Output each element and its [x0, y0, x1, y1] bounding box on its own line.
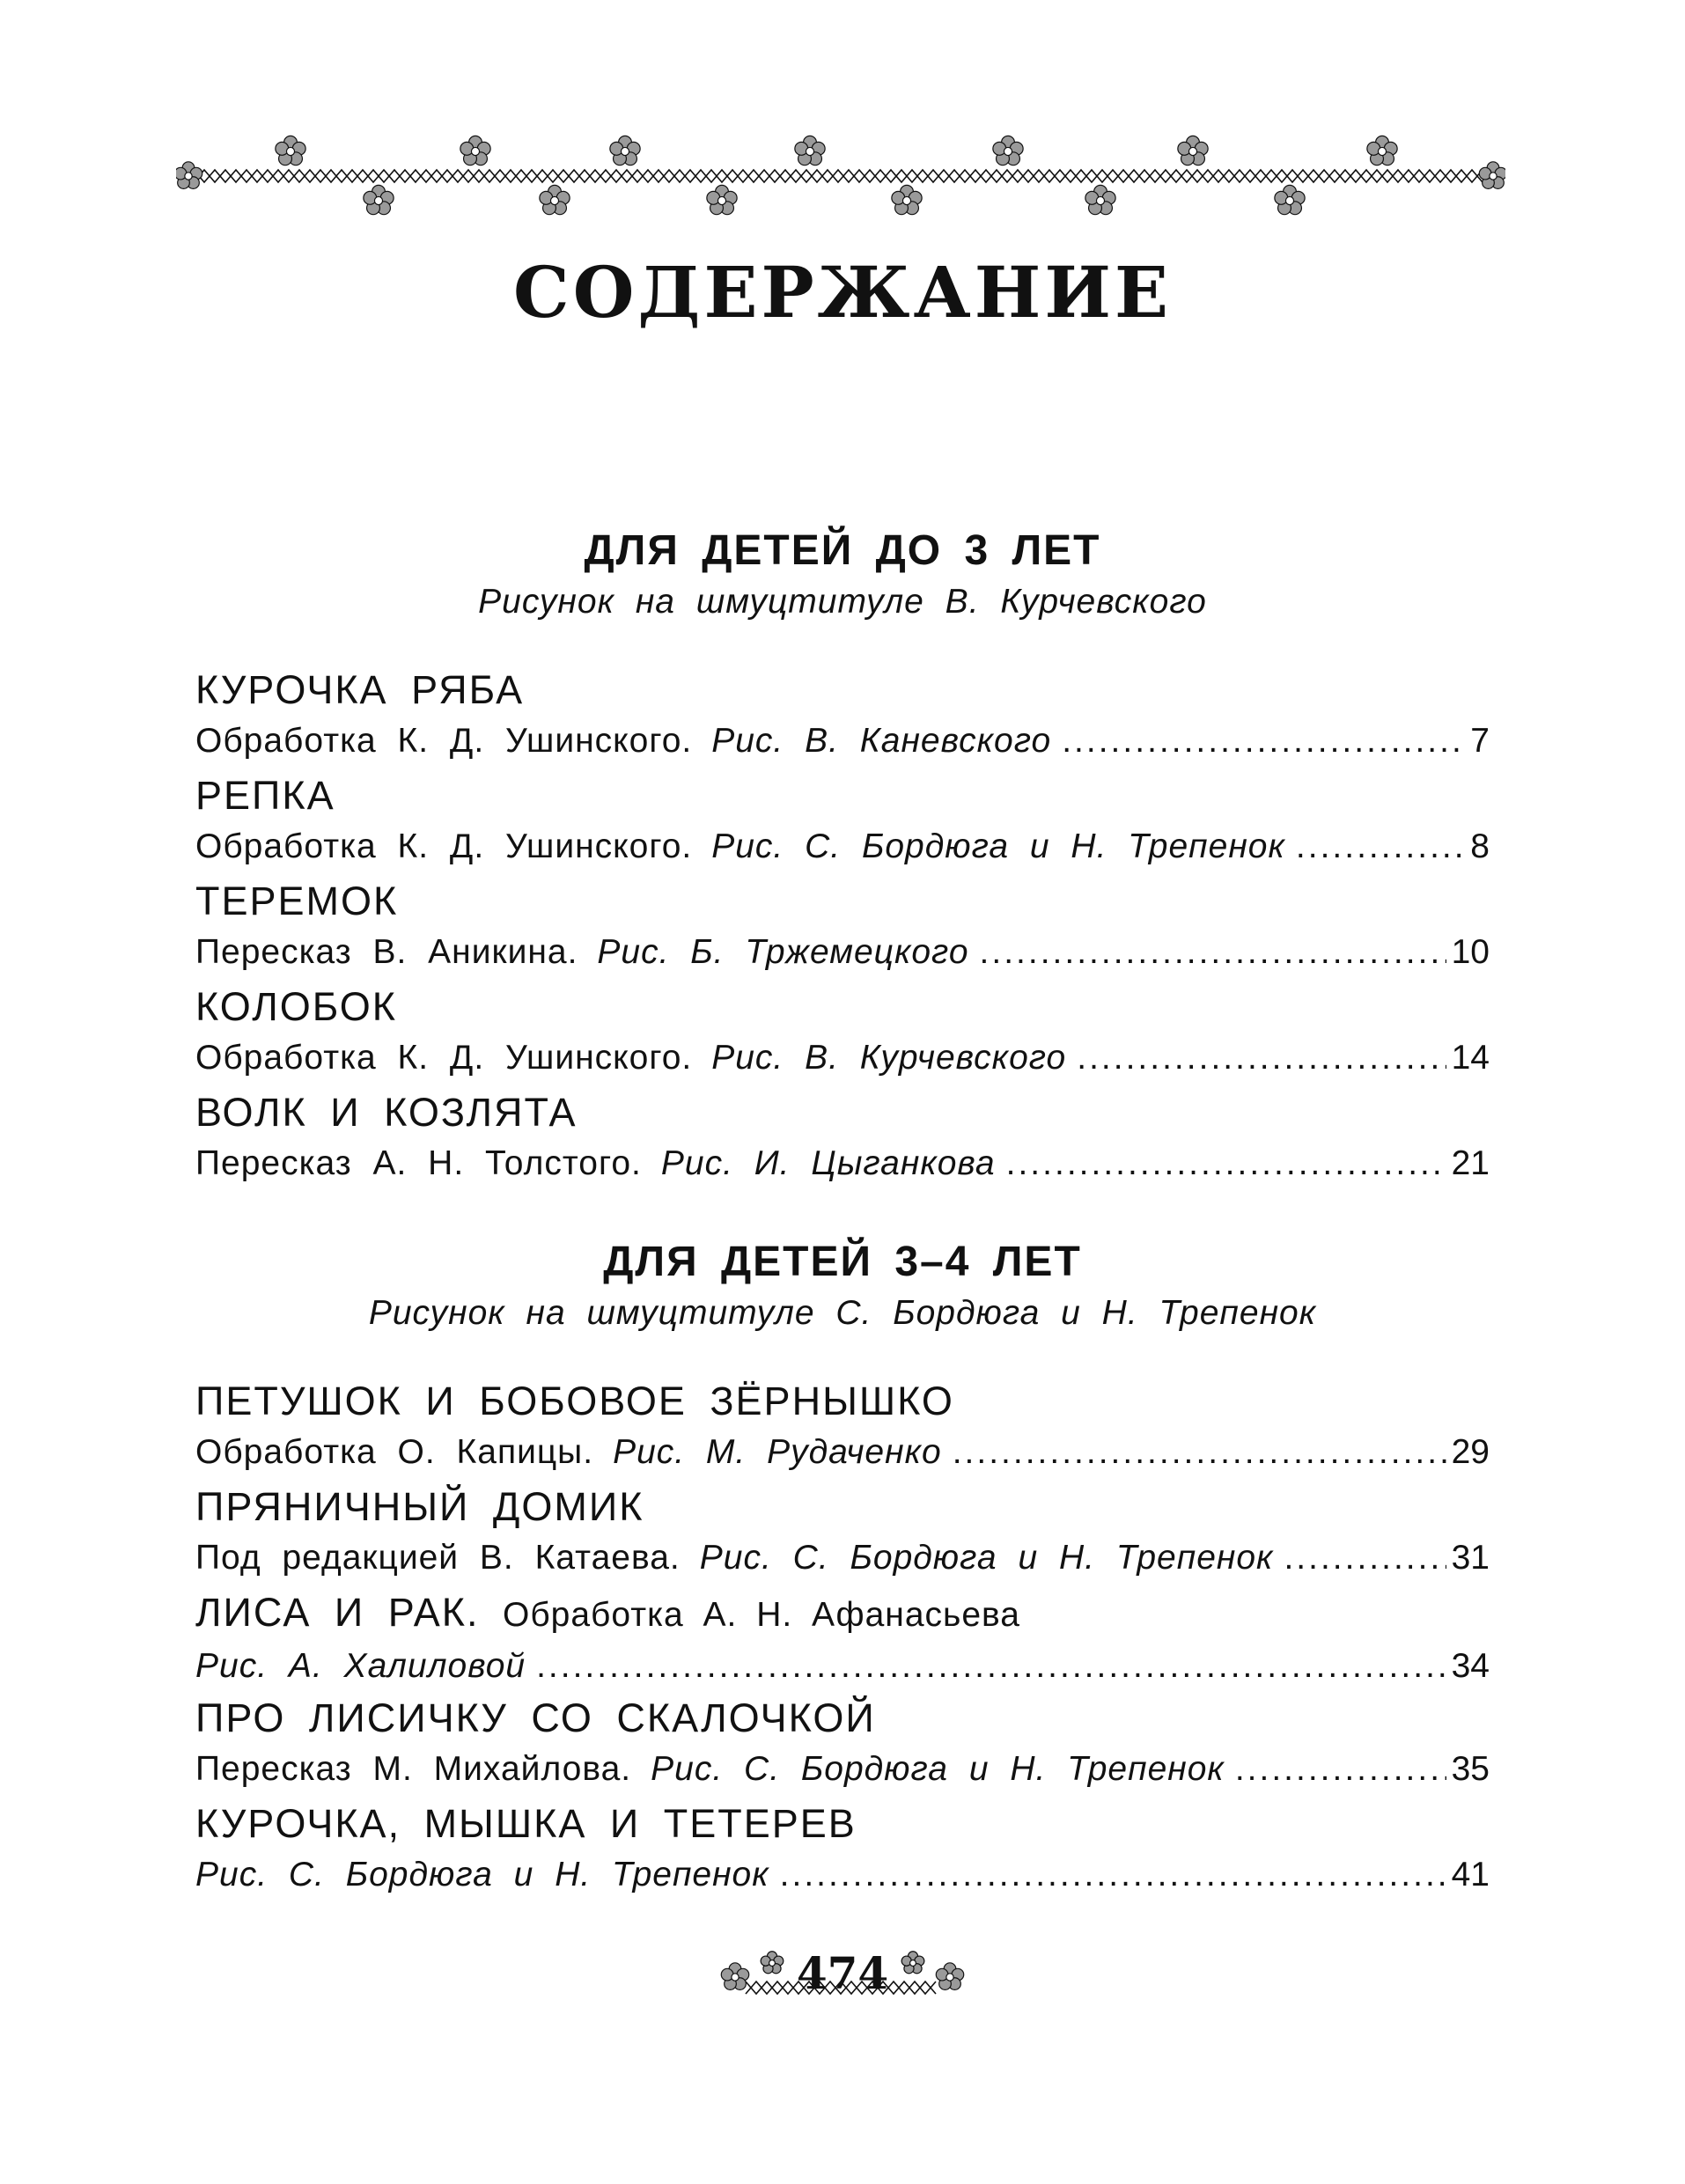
toc-entry[interactable]: [195, 1799, 1490, 1901]
entry-page-number: 41: [1451, 1856, 1490, 1894]
toc-entry[interactable]: [195, 771, 1490, 873]
flower-icon: [176, 162, 202, 189]
toc-entry[interactable]: [195, 877, 1490, 979]
entry-title: РЕПКА: [195, 773, 335, 818]
entry-page-number: 21: [1451, 1144, 1490, 1182]
entry-illustrator: Рис. В. Курчевского: [711, 1039, 1067, 1077]
chain-line: [194, 170, 1483, 182]
entry-line: [195, 1849, 1490, 1901]
entry-credit: Пересказ М. Михайлова.: [195, 1750, 632, 1788]
entry-line: [195, 1743, 1490, 1796]
section-subtitle: Рисунок на шмуцтитуле В. Курчевского: [478, 583, 1207, 621]
toc-entry[interactable]: [195, 665, 1490, 768]
entry-page-number: 34: [1451, 1647, 1490, 1685]
entry-credit: Пересказ А. Н. Толстого.: [195, 1144, 642, 1182]
toc-entry[interactable]: [195, 982, 1490, 1085]
entry-title: КУРОЧКА РЯБА: [195, 667, 525, 712]
dot-leader: [980, 926, 1446, 979]
entry-page-number: 29: [1451, 1433, 1490, 1471]
entry-credit: Обработка К. Д. Ушинского.: [195, 722, 693, 760]
entry-illustrator: Рис. С. Бордюга и Н. Трепенок: [195, 1856, 769, 1894]
entry-line: [195, 820, 1490, 873]
entry-title: ПРО ЛИСИЧКУ СО СКАЛОЧКОЙ: [195, 1695, 876, 1740]
entry-title: ПРЯНИЧНЫЙ ДОМИК: [195, 1484, 644, 1529]
flower-icon: [993, 136, 1023, 165]
entry-illustrator: Рис. С. Бордюга и Н. Трепенок: [711, 827, 1285, 865]
flower-icon: [364, 185, 394, 214]
section-title: ДЛЯ ДЕТЕЙ ДО 3 ЛЕТ: [584, 527, 1101, 574]
entry-illustrator: Рис. С. Бордюга и Н. Трепенок: [651, 1750, 1225, 1788]
page-title: СОДЕРЖАНИЕ: [513, 251, 1172, 334]
entry-title-note: Обработка А. Н. Афанасьева: [503, 1596, 1020, 1634]
dot-leader: [953, 1426, 1446, 1479]
dot-leader: [1006, 1137, 1446, 1190]
entry-page-number: 10: [1451, 933, 1490, 971]
section-subtitle: Рисунок на шмуцтитуле С. Бордюга и Н. Трепенок: [368, 1294, 1317, 1332]
entry-illustrator: Рис. С. Бордюга и Н. Трепенок: [699, 1539, 1274, 1577]
entry-line: [195, 715, 1490, 768]
flower-icon: [1367, 136, 1397, 165]
entry-credit: Обработка К. Д. Ушинского.: [195, 1039, 693, 1077]
flower-icon: [276, 136, 305, 165]
flower-icon: [610, 136, 640, 165]
toc-entry[interactable]: [195, 1694, 1490, 1796]
entry-page-number: 14: [1451, 1039, 1490, 1077]
toc-entry[interactable]: [195, 1377, 1490, 1479]
flower-icon: [1479, 162, 1505, 189]
entry-illustrator: Рис. М. Рудаченко: [613, 1433, 942, 1471]
entry-credit: Пересказ В. Аникина.: [195, 933, 578, 971]
dot-leader: [780, 1849, 1446, 1901]
entry-line: [195, 1032, 1490, 1085]
section-title: ДЛЯ ДЕТЕЙ 3–4 ЛЕТ: [603, 1239, 1082, 1285]
entry-page-number: 35: [1451, 1750, 1490, 1788]
dot-leader: [1062, 715, 1465, 768]
entry-title-row: [195, 1588, 1490, 1640]
entry-illustrator: Рис. А. Халиловой: [195, 1647, 526, 1685]
flower-icon: [1178, 136, 1208, 165]
entry-line: [195, 1532, 1490, 1585]
entry-page-number: 7: [1470, 722, 1490, 760]
entry-title: КОЛОБОК: [195, 984, 397, 1029]
entry-credit: Обработка О. Капицы.: [195, 1433, 594, 1471]
entry-page-number: 31: [1451, 1539, 1490, 1577]
flower-icon: [707, 185, 737, 214]
entry-illustrator: Рис. В. Каневского: [711, 722, 1052, 760]
dot-leader: [1284, 1532, 1446, 1585]
entry-title: ПЕТУШОК И БОБОВОЕ ЗЁРНЫШКО: [195, 1379, 954, 1423]
dot-leader: [536, 1640, 1446, 1693]
entry-title: ВОЛК И КОЗЛЯТА: [195, 1090, 578, 1135]
entry-credit: Обработка К. Д. Ушинского.: [195, 827, 693, 865]
flower-icon: [892, 185, 922, 214]
page-number: 474: [796, 1947, 889, 1999]
flower-icon: [460, 136, 490, 165]
toc-entry[interactable]: [195, 1088, 1490, 1190]
flower-icon: [1085, 185, 1115, 214]
dot-leader: [1296, 820, 1465, 873]
flower-chain-ornament-icon: [176, 132, 1505, 220]
entry-title: КУРОЧКА, МЫШКА И ТЕТЕРЕВ: [195, 1801, 857, 1846]
flower-icon: [795, 136, 825, 165]
dot-leader: [1077, 1032, 1446, 1085]
section-heading-under-3: [0, 525, 1685, 627]
section-heading-3-4: [0, 1236, 1685, 1338]
toc-entry[interactable]: [195, 1588, 1490, 1693]
entry-line: [195, 926, 1490, 979]
flower-icon: [540, 185, 570, 214]
chain-line: [194, 170, 1483, 182]
entry-line: [195, 1426, 1490, 1479]
entry-line: [195, 1137, 1490, 1190]
page-footer: [0, 1937, 1685, 2033]
entry-page-number: 8: [1470, 827, 1490, 865]
entry-credit: Под редакцией В. Катаева.: [195, 1539, 681, 1577]
entry-line: [195, 1640, 1490, 1693]
toc-entry[interactable]: [195, 1482, 1490, 1585]
entry-title: ТЕРЕМОК: [195, 879, 399, 923]
flower-icon: [1275, 185, 1305, 214]
entry-illustrator: Рис. И. Цыганкова: [660, 1144, 996, 1182]
dot-leader: [1235, 1743, 1446, 1796]
entry-illustrator: Рис. Б. Тржемецкого: [597, 933, 969, 971]
entry-title: ЛИСА И РАК.: [195, 1590, 480, 1635]
